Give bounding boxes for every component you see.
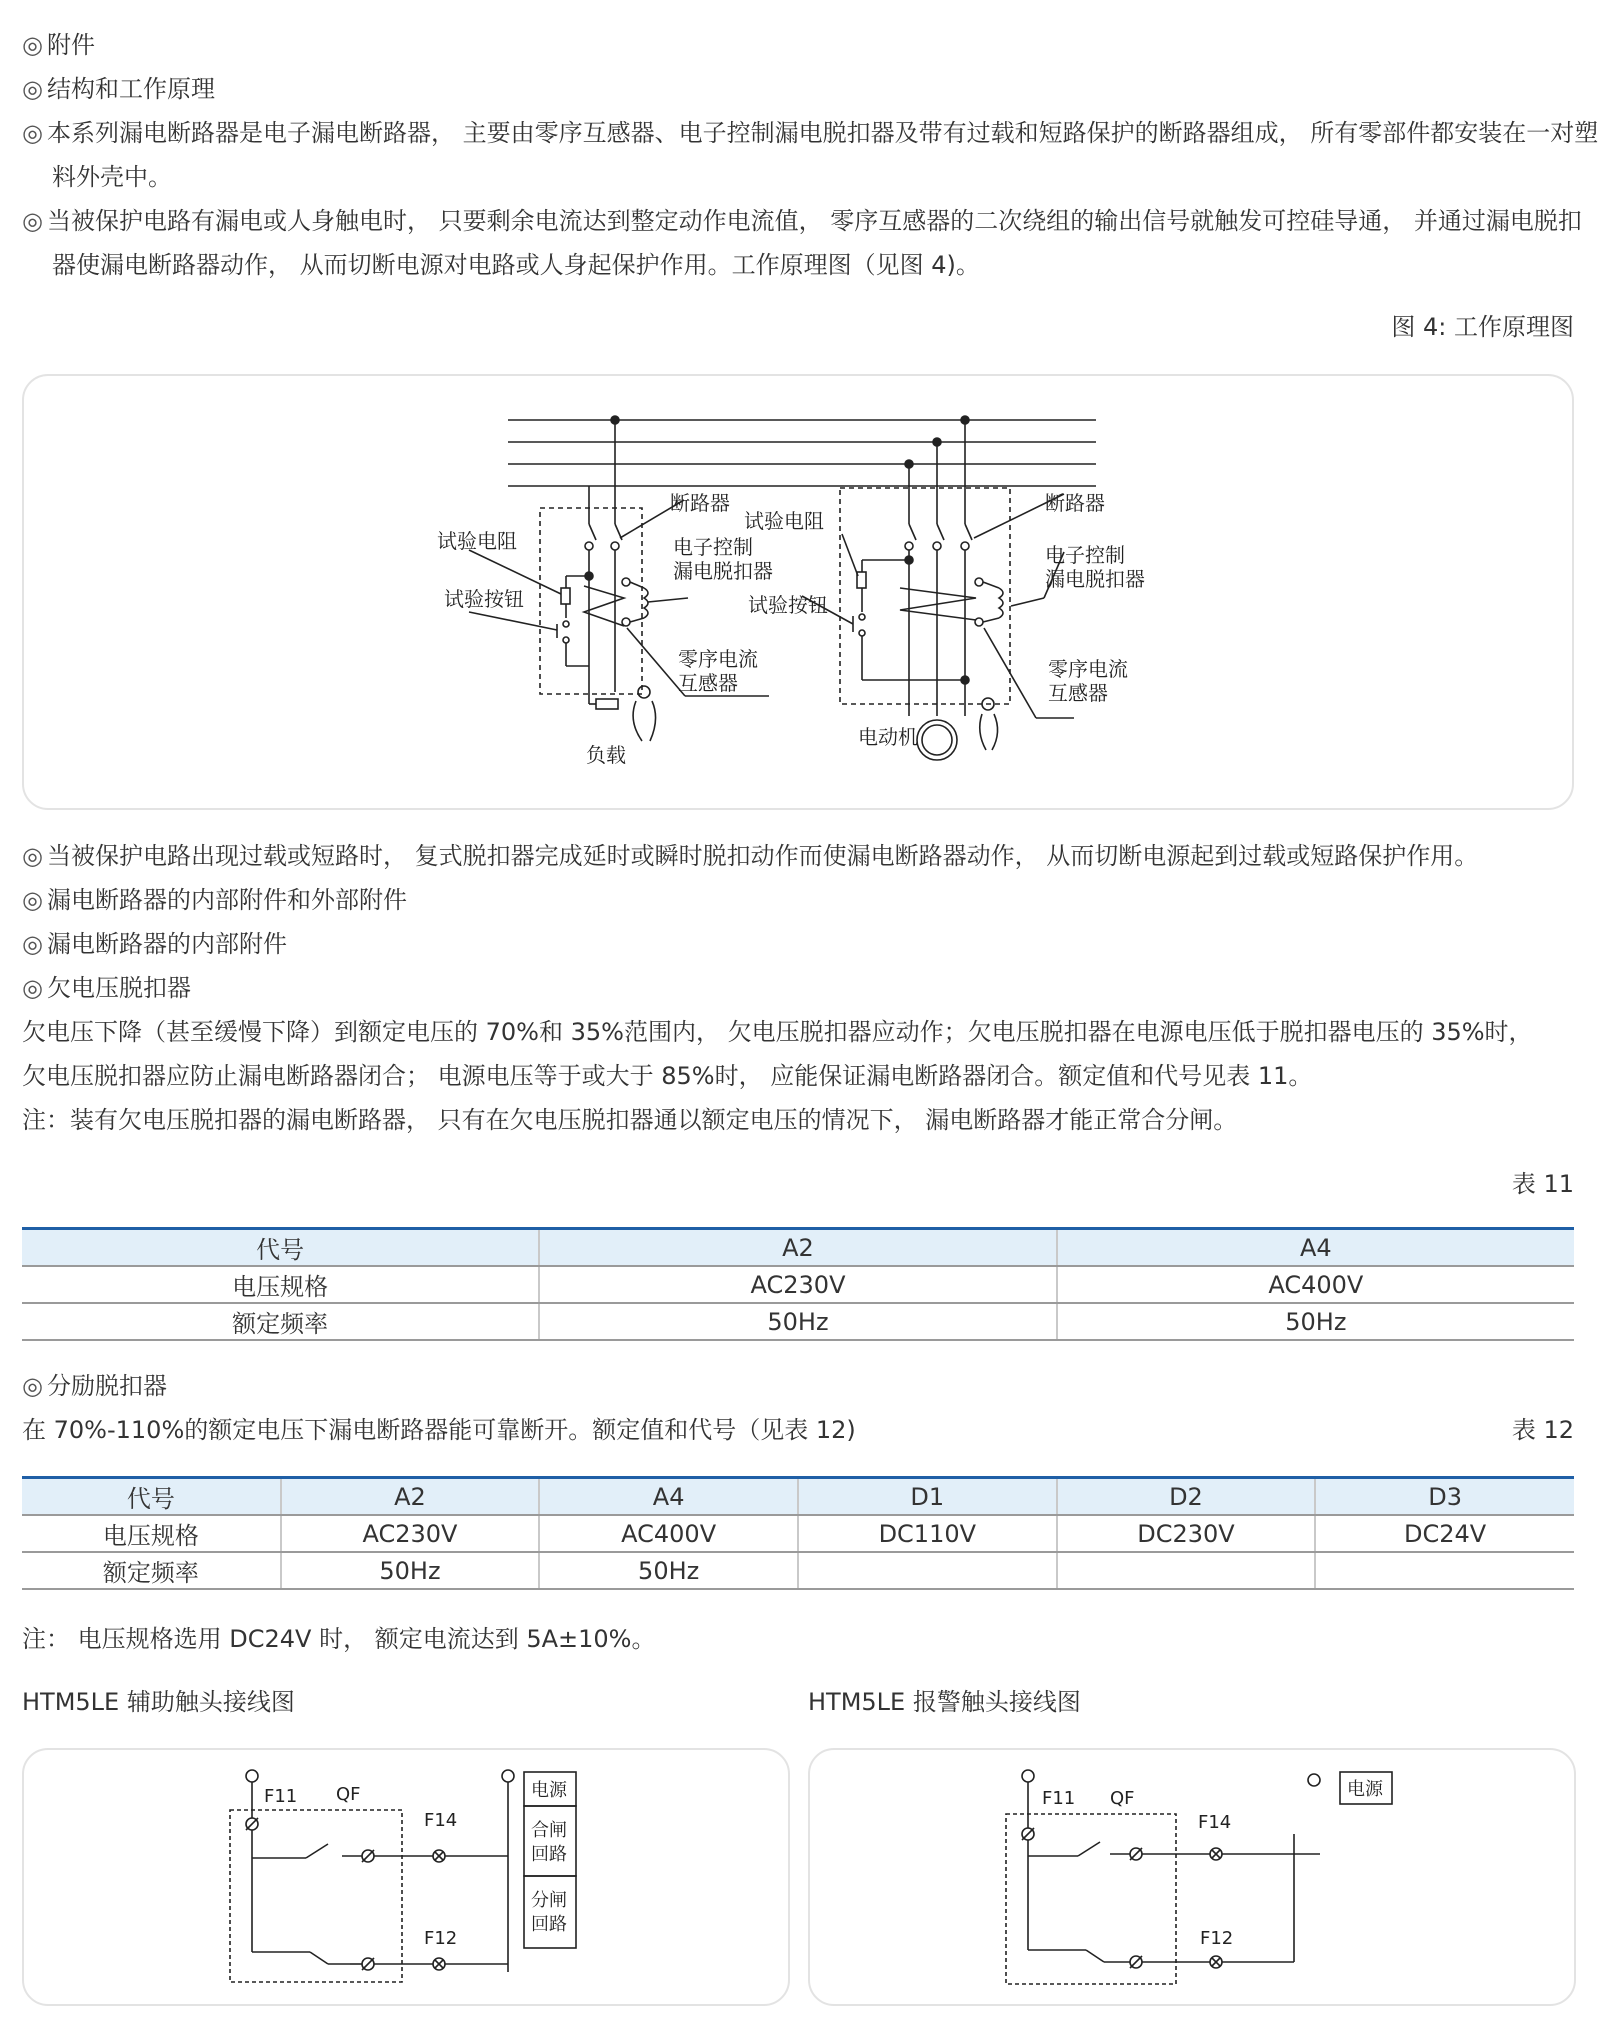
aux-contact-title: HTM5LE 辅助触头接线图 (22, 1688, 295, 1716)
table-row (22, 1515, 1574, 1552)
alarm-label-f11: F11 (1042, 1788, 1076, 1809)
figure-4-diagram (22, 374, 1574, 810)
table-row (22, 1303, 1574, 1340)
label-ct-right-2: 互感器 (1048, 681, 1108, 705)
table-header-cell: D3 (1315, 1478, 1574, 1516)
label-test-button-right: 试验按钮 (748, 593, 828, 617)
table-header-cell: 代号 (22, 1229, 539, 1267)
label-ct-right-1: 零序电流 (1048, 657, 1128, 681)
table-header-cell: D1 (798, 1478, 1057, 1516)
aux-label-open-2: 回路 (531, 1914, 567, 1935)
heading-shunt-release: ◎ 分励脱扣器 (22, 1372, 167, 1400)
heading-attachments: ◎ 漏电断路器的内部附件和外部附件 (22, 886, 407, 914)
label-test-resistor-left: 试验电阻 (437, 529, 517, 553)
aux-label-close-2: 回路 (531, 1844, 567, 1865)
table-cell: 电压规格 (22, 1515, 281, 1552)
table-header-cell: A4 (539, 1478, 798, 1516)
label-motor: 电动机 (858, 725, 918, 749)
aux-label-f12: F12 (424, 1928, 458, 1949)
heading-internal-attachments: ◎ 漏电断路器的内部附件 (22, 930, 287, 958)
circuit-diagram (24, 376, 1572, 808)
table-row (22, 1266, 1574, 1303)
heading-undervoltage: ◎ 欠电压脱扣器 (22, 974, 191, 1002)
table-cell (1057, 1552, 1316, 1589)
alarm-contact-diagram (808, 1748, 1576, 2006)
label-electronic-left-1: 电子控制 (673, 535, 753, 559)
paragraph-principle: ◎ 当被保护电路有漏电或人身触电时， 只要剩余电流达到整定动作电流值， 零序互感器的二次绕组的输出信号就触发可控硅导通， 并通过漏电脱扣器使漏电断路器动作， 从而切断电源对电路或人身起保护作用。工作原理图（见图 4)。 (22, 207, 1582, 279)
paragraph-composition: ◎ 本系列漏电断路器是电子漏电断路器， 主要由零序互感器、电子控制漏电脱扣器及带有过载和短路保护的断路器组成， 所有零部件都安装在一对塑料外壳中。 (22, 119, 1599, 191)
table-cell: 50Hz (1057, 1303, 1574, 1340)
note-dc24v: 注： 电压规格选用 DC24V 时， 额定电流达到 5A±10%。 (22, 1625, 656, 1653)
heading-accessories: ◎ 附件 (22, 31, 95, 59)
label-ct-left-1: 零序电流 (678, 647, 758, 671)
table-row (22, 1552, 1574, 1589)
table-11 (22, 1227, 1574, 1341)
label-test-resistor-right: 试验电阻 (744, 509, 824, 533)
alarm-contact-title: HTM5LE 报警触头接线图 (808, 1688, 1081, 1716)
table-11-caption: 表 11 (1511, 1170, 1574, 1198)
table-cell (798, 1552, 1057, 1589)
note-undervoltage: 注：装有欠电压脱扣器的漏电断路器， 只有在欠电压脱扣器通以额定电压的情况下， 漏电断路器才能正常合分闸。 (22, 1106, 1238, 1134)
label-ct-left-2: 互感器 (678, 671, 738, 695)
aux-label-qf: QF (336, 1784, 361, 1805)
table-header-cell: D2 (1057, 1478, 1316, 1516)
aux-label-power: 电源 (531, 1780, 567, 1801)
table-12 (22, 1476, 1574, 1590)
table-cell: 电压规格 (22, 1266, 539, 1303)
paragraph-undervoltage-2: 欠电压脱扣器应防止漏电断路器闭合； 电源电压等于或大于 85%时， 应能保证漏电断路器闭合。额定值和代号见表 11。 (22, 1062, 1313, 1090)
label-breaker-left: 断路器 (670, 491, 730, 515)
figure-4-caption: 图 4: 工作原理图 (1391, 313, 1574, 341)
aux-label-close-1: 合闸 (531, 1820, 567, 1841)
paragraph-undervoltage-1: 欠电压下降（甚至缓慢下降）到额定电压的 70%和 35%范围内， 欠电压脱扣器应动作；欠电压脱扣器在电源电压低于脱扣器电压的 35%时， (22, 1018, 1533, 1046)
table-cell: 额定频率 (22, 1552, 281, 1589)
table-header-cell: A2 (281, 1478, 540, 1516)
table-header-cell: 代号 (22, 1478, 281, 1516)
alarm-label-qf: QF (1110, 1788, 1135, 1809)
table-cell: AC400V (1057, 1266, 1574, 1303)
aux-label-f11: F11 (264, 1786, 298, 1807)
table-cell: 50Hz (281, 1552, 540, 1589)
alarm-label-power: 电源 (1347, 1779, 1383, 1800)
label-electronic-right-1: 电子控制 (1045, 543, 1125, 567)
table-header-cell: A4 (1057, 1229, 1574, 1267)
table-cell: AC400V (539, 1515, 798, 1552)
paragraph-overload: ◎ 当被保护电路出现过载或短路时， 复式脱扣器完成延时或瞬时脱扣动作而使漏电断路器动作， 从而切断电源起到过载或短路保护作用。 (22, 842, 1479, 870)
table-cell: DC24V (1315, 1515, 1574, 1552)
table-cell: 额定频率 (22, 1303, 539, 1340)
label-load: 负载 (586, 743, 626, 767)
table-cell: DC230V (1057, 1515, 1316, 1552)
label-electronic-left-2: 漏电脱扣器 (673, 559, 773, 583)
label-test-button-left: 试验按钮 (444, 587, 524, 611)
table-cell: AC230V (539, 1266, 1056, 1303)
table-12-caption: 表 12 (1511, 1416, 1574, 1444)
aux-label-open-1: 分闸 (531, 1890, 567, 1911)
heading-structure: ◎ 结构和工作原理 (22, 75, 215, 103)
aux-contact-diagram (22, 1748, 790, 2006)
table-cell: 50Hz (539, 1303, 1056, 1340)
table-cell (1315, 1552, 1574, 1589)
alarm-label-f14: F14 (1198, 1812, 1232, 1833)
aux-label-f14: F14 (424, 1810, 458, 1831)
label-electronic-right-2: 漏电脱扣器 (1045, 567, 1145, 591)
table-header-cell: A2 (539, 1229, 1056, 1267)
label-breaker-right: 断路器 (1045, 491, 1105, 515)
aux-wiring-svg (24, 1750, 788, 2004)
alarm-label-f12: F12 (1200, 1928, 1234, 1949)
table-cell: 50Hz (539, 1552, 798, 1589)
table-cell: AC230V (281, 1515, 540, 1552)
paragraph-shunt-release: 在 70%-110%的额定电压下漏电断路器能可靠断开。额定值和代号（见表 12) (22, 1416, 856, 1444)
alarm-wiring-svg (810, 1750, 1574, 2004)
table-cell: DC110V (798, 1515, 1057, 1552)
